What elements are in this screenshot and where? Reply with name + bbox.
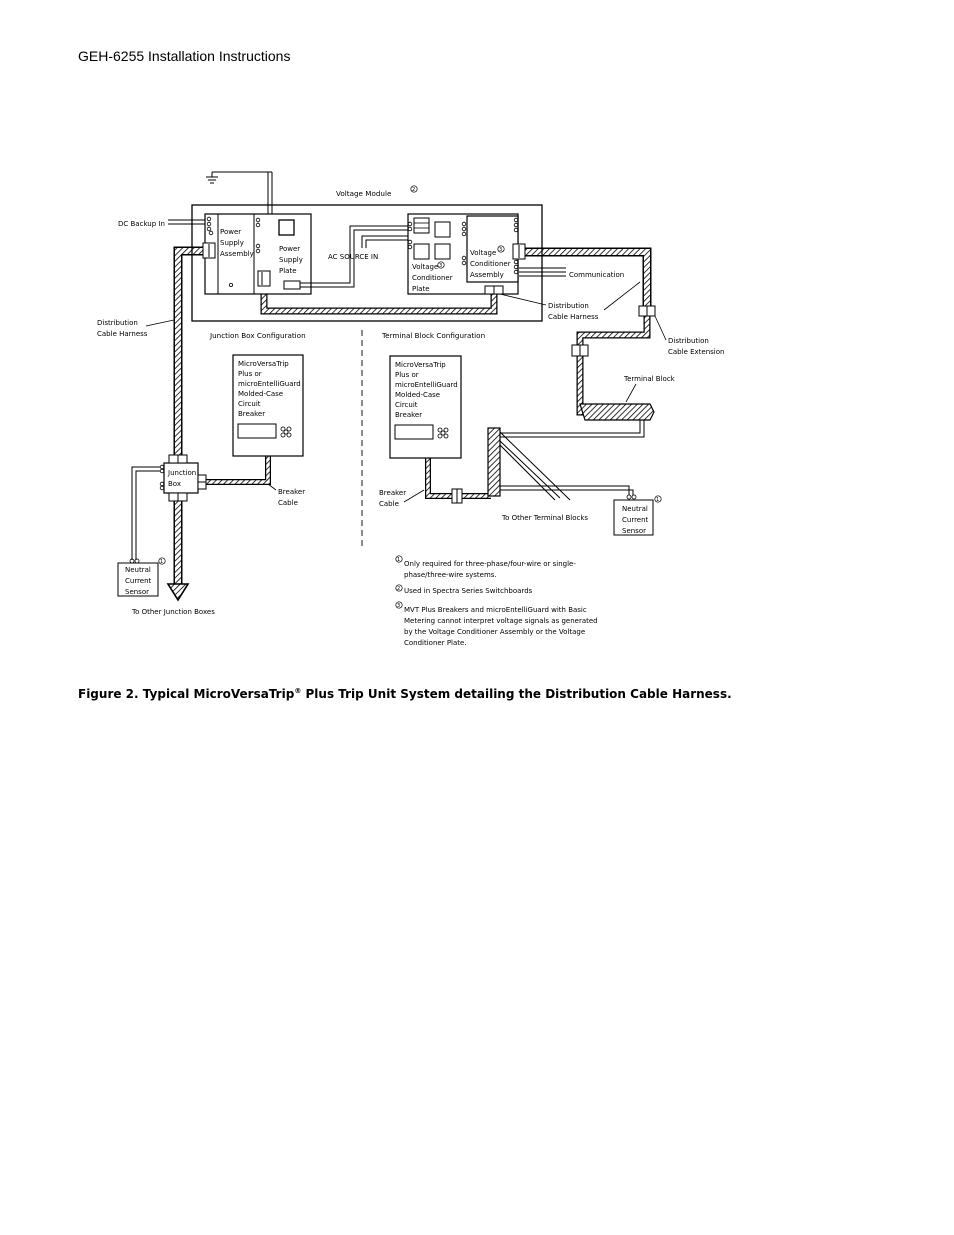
psp-label-1: Power [279,245,301,253]
connector-icon [258,271,270,286]
sensor-right-terminals [627,495,636,499]
dc-backup-wires [168,220,208,224]
dch-right-label-1: Distribution [548,302,589,310]
note3-line-4: Conditioner Plate. [404,639,467,647]
psp-label-2: Supply [279,256,303,264]
breaker-right-line-6: Breaker [395,411,423,419]
note-marker: 3 [499,247,503,253]
nsl-label-1: Neutral [125,566,151,574]
note3-number: 3 [397,603,401,609]
breaker-cable-right-label-1: Breaker [379,489,407,497]
nsl-label-3: Sensor [125,588,149,596]
caption-prefix: Figure 2. Typical MicroVersaTrip [78,687,295,701]
junction-config-label: Junction Box Configuration [210,331,306,340]
note2-number: 2 [397,586,401,592]
note3-line-3: by the Voltage Conditioner Assembly or the Voltage [404,628,586,636]
breaker-cable-left-label-2: Cable [278,499,298,507]
arrow-down-icon [168,584,188,600]
junction-terminals [160,465,164,490]
junction-box-label-2: Box [168,480,182,488]
sensor-left-wires [132,467,160,560]
breaker-left-line-3: microEntelliGuard [238,380,301,388]
registered-mark: ® [294,687,302,695]
note1-line-1: Only required for three-phase/four-wire or single- [404,560,576,568]
dce-label-1: Distribution [668,337,709,345]
vcp-label-3: Plate [412,285,430,293]
note-marker: 2 [412,187,416,193]
breaker-right-line-3: microEntelliGuard [395,381,458,389]
other-terminal-blocks-label: To Other Terminal Blocks [502,514,589,522]
note-marker: 3 [439,263,443,269]
breaker-right-line-2: Plus or [395,371,419,379]
psa-label-2: Supply [220,239,244,247]
note1-line-2: phase/three-wire systems. [404,571,497,579]
figure-caption [78,687,732,701]
junction-box-label-1: Junction [168,469,197,477]
note-marker: 1 [160,559,164,565]
terminal-wires [500,420,644,500]
terminal-block-body [580,404,654,420]
psp-label-3: Plate [279,267,297,275]
breaker-right-line-4: Molded-Case [395,391,441,399]
psa-label-1: Power [220,228,242,236]
sensor-left-terminals [130,559,139,563]
breaker-left-line-2: Plus or [238,370,262,378]
vca-label-1: Voltage [470,249,497,257]
junction-box [164,463,198,493]
nsr-label-3: Sensor [622,527,646,535]
breaker-left-line-4: Molded-Case [238,390,284,398]
note3-line-2: Metering cannot interpret voltage signals as generated [404,617,598,625]
dch-left-label-2: Cable Harness [97,330,148,338]
nsl-label-2: Current [125,577,152,585]
note3-line-1: MVT Plus Breakers and microEntelliGuard with Basic [404,606,587,614]
breaker-right-line-1: MicroVersaTrip [395,361,446,369]
dch-right-label-2: Cable Harness [548,313,599,321]
breaker-left-line-6: Breaker [238,410,266,418]
other-junction-boxes-label: To Other Junction Boxes [132,608,215,616]
dce-label-2: Cable Extension [668,348,725,356]
breaker-left-line-5: Circuit [238,400,261,408]
note-marker: 1 [656,497,660,503]
page-header: GEH-6255 Installation Instructions [78,48,291,64]
note2-line-1: Used in Spectra Series Switchboards [404,587,533,595]
breaker-right-line-5: Circuit [395,401,418,409]
terminal-strip [488,428,500,496]
breaker-left-line-1: MicroVersaTrip [238,360,289,368]
caption-suffix: Plus Trip Unit System detailing the Distribution Cable Harness. [301,687,732,701]
breaker-cable-right-label-2: Cable [379,500,399,508]
nsr-label-1: Neutral [622,505,648,513]
vcp-label-1: Voltage [412,263,439,271]
ac-source-label: AC SOURCE IN [328,253,379,261]
communication-label: Communication [569,271,625,279]
psa-label-3: Assembly [220,250,254,258]
footnotes [396,556,598,647]
vcp-label-2: Conditioner [412,274,453,282]
vca-label-2: Conditioner [470,260,511,268]
terminal-config-label: Terminal Block Configuration [382,331,486,340]
note1-number: 1 [397,557,401,563]
nsr-label-2: Current [622,516,649,524]
dc-backup-label: DC Backup In [118,220,165,228]
vca-label-3: Assembly [470,271,504,279]
breaker-cable-left-label-1: Breaker [278,488,306,496]
voltage-module-label: Voltage Module [336,189,392,198]
terminal-block-label: Terminal Block [624,375,675,383]
dch-left-label-1: Distribution [97,319,138,327]
